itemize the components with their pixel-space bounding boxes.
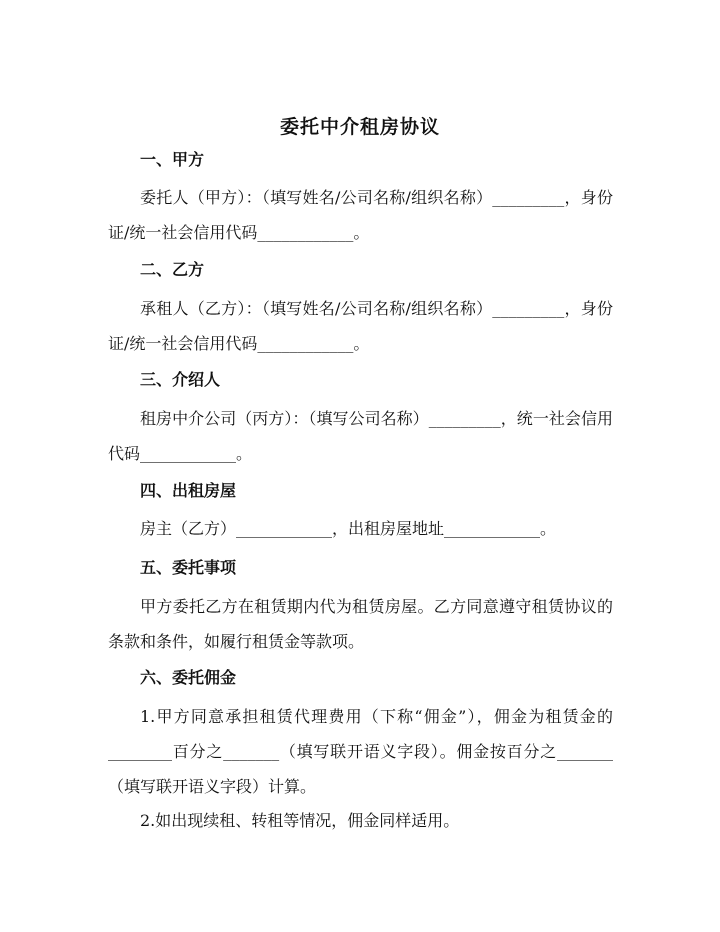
section-text-party-a: 委托人（甲方）：（填写姓名/公司名称/组织名称）_________，身份证/统一社会信用代码____________。 <box>108 188 613 242</box>
section-text-matters: 甲方委托乙方在租赁期内代为租赁房屋。乙方同意遵守租赁协议的条款和条件，如履行租赁金等款项。 <box>108 597 613 651</box>
section-heading-agent: 三、介绍人 <box>140 370 221 389</box>
section-text-commission-item2: 2.如出现续租、转租等情况，佣金同样适用。 <box>140 811 460 830</box>
section-text-commission-item1: 1.甲方同意承担租赁代理费用（下称“佣金”），佣金为租赁金的________百分之_______（填写联开语义字段）。佣金按百分之_______（填写联开语义字段）计算。 <box>108 707 613 796</box>
section-heading-party-b: 二、乙方 <box>140 260 205 279</box>
section-heading-property: 四、出租房屋 <box>140 481 237 500</box>
section-heading-matters: 五、委托事项 <box>140 558 237 577</box>
section-text-property: 房主（乙方）____________，出租房屋地址____________。 <box>140 519 557 538</box>
section-heading-commission: 六、委托佣金 <box>140 668 237 687</box>
document-title: 委托中介租房协议 <box>279 116 440 138</box>
section-heading-party-a: 一、甲方 <box>140 150 205 169</box>
section-text-agent: 租房中介公司（丙方）：（填写公司名称）_________，统一社会信用代码____________。 <box>108 409 613 463</box>
section-text-party-b: 承租人（乙方）：（填写姓名/公司名称/组织名称）_________，身份证/统一社会信用代码____________。 <box>108 299 613 353</box>
